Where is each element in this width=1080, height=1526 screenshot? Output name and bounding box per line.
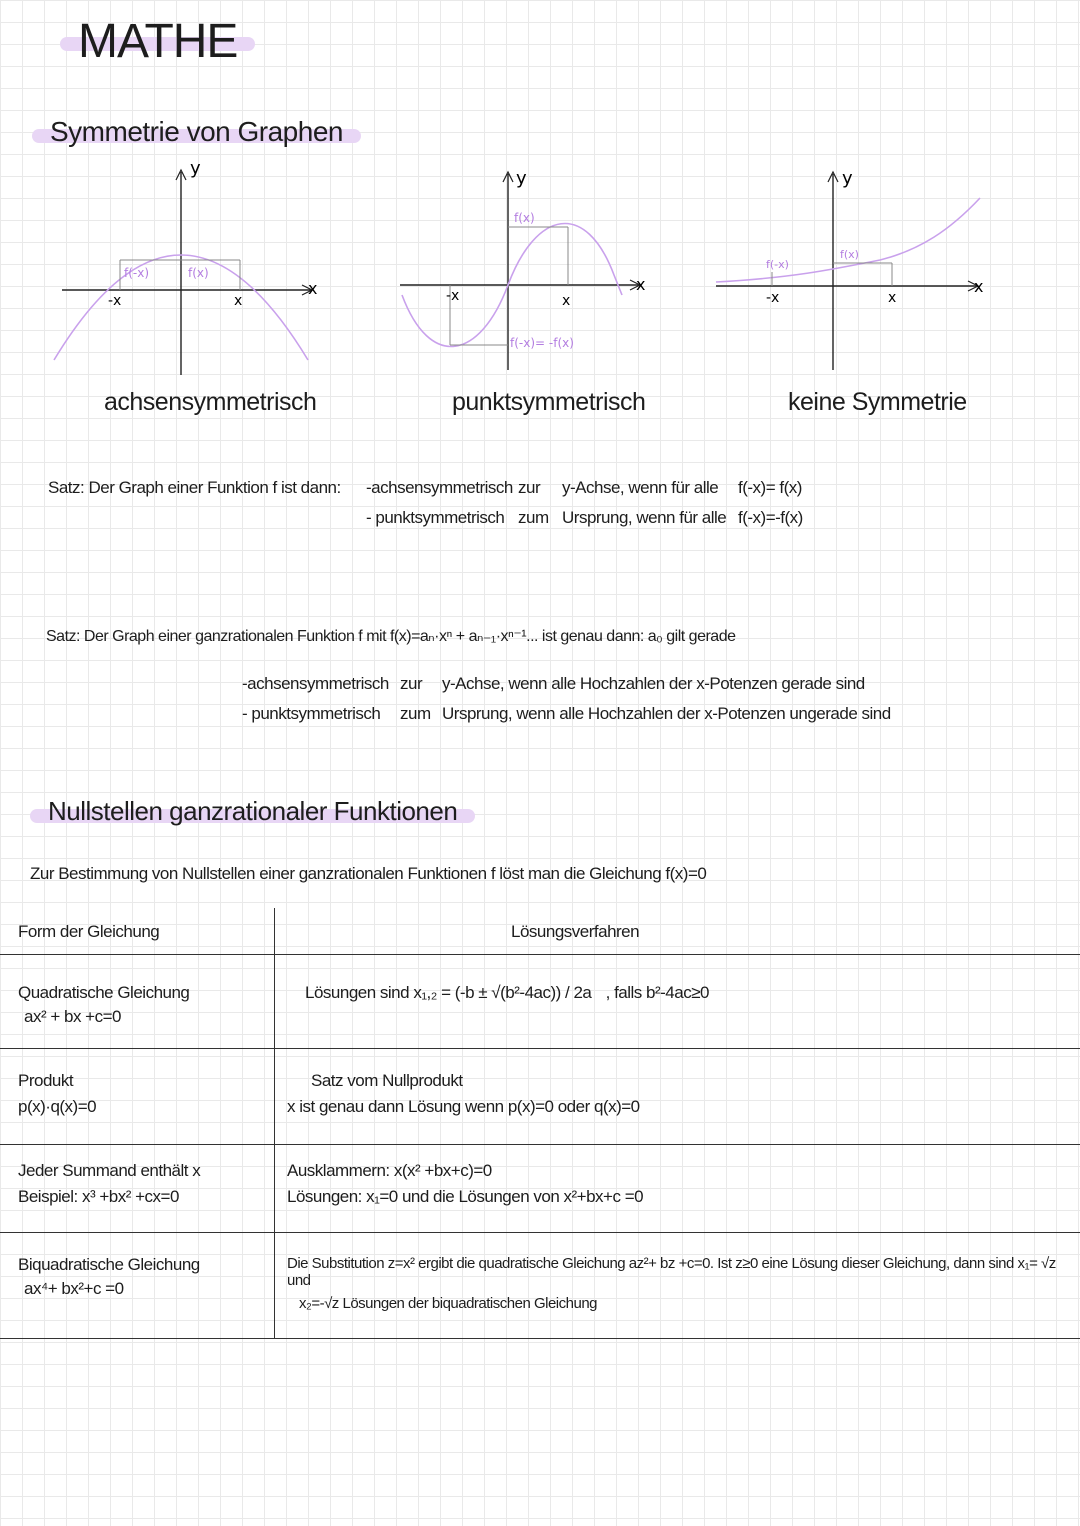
graph-axis-symmetric xyxy=(40,160,330,380)
row-method-main: Satz vom Nullprodukt xyxy=(311,1070,463,1090)
neg-x-label: -x xyxy=(446,288,460,304)
caption-axis-symmetric: achsensymmetrisch xyxy=(104,388,317,416)
table-header-form: Form der Gleichung xyxy=(0,908,275,954)
theorem-1-intro: Satz: Der Graph einer Funktion f ist dann: xyxy=(48,478,341,497)
f-neg-x-label: f(-x)= -f(x) xyxy=(510,336,574,350)
x-axis-label: x xyxy=(636,275,646,294)
row-method-main: Ausklammern: x(x² +bx+c)=0 xyxy=(287,1160,492,1180)
row-method-main: Die Substitution z=x² ergibt die quadratische Gleichung az²+ bz +c=0. Ist z≥0 eine Lösung dieser Gleichung, dann sind x₁= √z und xyxy=(287,1254,1056,1289)
table-row xyxy=(0,1144,1080,1232)
row-form-equation: ax² + bx +c=0 xyxy=(24,1006,121,1026)
roots-method-table xyxy=(0,908,1080,1339)
theorem-1-line-2: - punktsymmetrisch zum Ursprung, wenn für alle f(-x)=-f(x) xyxy=(366,508,803,527)
row-form-equation: p(x)·q(x)=0 xyxy=(18,1096,97,1116)
pos-x-label: x xyxy=(888,290,897,306)
row-method-condition: , falls b²-4ac≥0 xyxy=(605,982,709,1002)
section-heading-roots: Nullstellen ganzrationaler Funktionen xyxy=(48,796,458,826)
caption-no-symmetry: keine Symmetrie xyxy=(788,388,967,416)
row-method-detail: x₂=-√z Lösungen der biquadratischen Gleichung xyxy=(299,1294,598,1312)
table-header-method: Lösungsverfahren xyxy=(511,922,640,941)
neg-x-label: -x xyxy=(108,293,122,309)
table-row xyxy=(0,1048,1080,1144)
page-title: MATHE xyxy=(78,15,238,68)
row-form-equation: ax⁴+ bx²+c =0 xyxy=(24,1278,124,1298)
theorem-2-line-2: - punktsymmetrisch zum Ursprung, wenn alle Hochzahlen der x-Potenzen ungerade sind xyxy=(242,704,891,723)
f-x-label: f(x) xyxy=(188,266,209,280)
y-axis-label: y xyxy=(842,168,853,189)
y-axis-label: y xyxy=(516,168,527,189)
graph-no-symmetry xyxy=(710,160,1000,380)
theorem-2-intro: Satz: Der Graph einer ganzrationalen Funktion f mit f(x)=aₙ·xⁿ + aₙ₋₁·xⁿ⁻¹... ist genau dann: a₀ gilt gerade xyxy=(46,628,736,645)
section-heading-symmetry: Symmetrie von Graphen xyxy=(50,116,343,147)
row-form-name: Jeder Summand enthält x xyxy=(18,1160,201,1180)
table-header-row xyxy=(0,908,1080,954)
f-x-label: f(x) xyxy=(840,248,859,261)
y-axis-label: y xyxy=(190,158,201,179)
x-axis-label: x xyxy=(308,279,318,298)
row-method-main: Lösungen sind x₁,₂ = (-b ± √(b²-4ac)) / 2a xyxy=(305,982,592,1002)
caption-point-symmetric: punktsymmetrisch xyxy=(452,388,646,416)
row-method-detail: Lösungen: x₁=0 und die Lösungen von x²+bx+c =0 xyxy=(287,1186,644,1206)
row-form-name: Produkt xyxy=(18,1070,74,1090)
row-form-equation: Beispiel: x³ +bx² +cx=0 xyxy=(18,1186,179,1206)
neg-x-label: -x xyxy=(766,290,780,306)
row-form-name: Biquadratische Gleichung xyxy=(18,1254,200,1274)
x-axis-label: x xyxy=(974,277,984,296)
roots-intro: Zur Bestimmung von Nullstellen einer ganzrationalen Funktionen f löst man die Gleichung f(x)=0 xyxy=(30,864,707,883)
theorem-2-line-1: -achsensymmetrisch zur y-Achse, wenn alle Hochzahlen der x-Potenzen gerade sind xyxy=(242,674,865,693)
pos-x-label: x xyxy=(562,293,571,309)
row-method-detail: x ist genau dann Lösung wenn p(x)=0 oder q(x)=0 xyxy=(287,1096,640,1116)
f-x-label: f(x) xyxy=(514,211,535,225)
table-row xyxy=(0,1232,1080,1338)
f-neg-x-label: f(-x) xyxy=(124,266,150,280)
f-neg-x-label: f(-x) xyxy=(766,258,789,271)
theorem-1-line-1: -achsensymmetrisch zur y-Achse, wenn für alle f(-x)= f(x) xyxy=(366,478,802,497)
pos-x-label: x xyxy=(234,293,243,309)
row-form-name: Quadratische Gleichung xyxy=(18,982,190,1002)
table-row xyxy=(0,954,1080,1048)
graph-point-symmetric xyxy=(390,160,660,380)
